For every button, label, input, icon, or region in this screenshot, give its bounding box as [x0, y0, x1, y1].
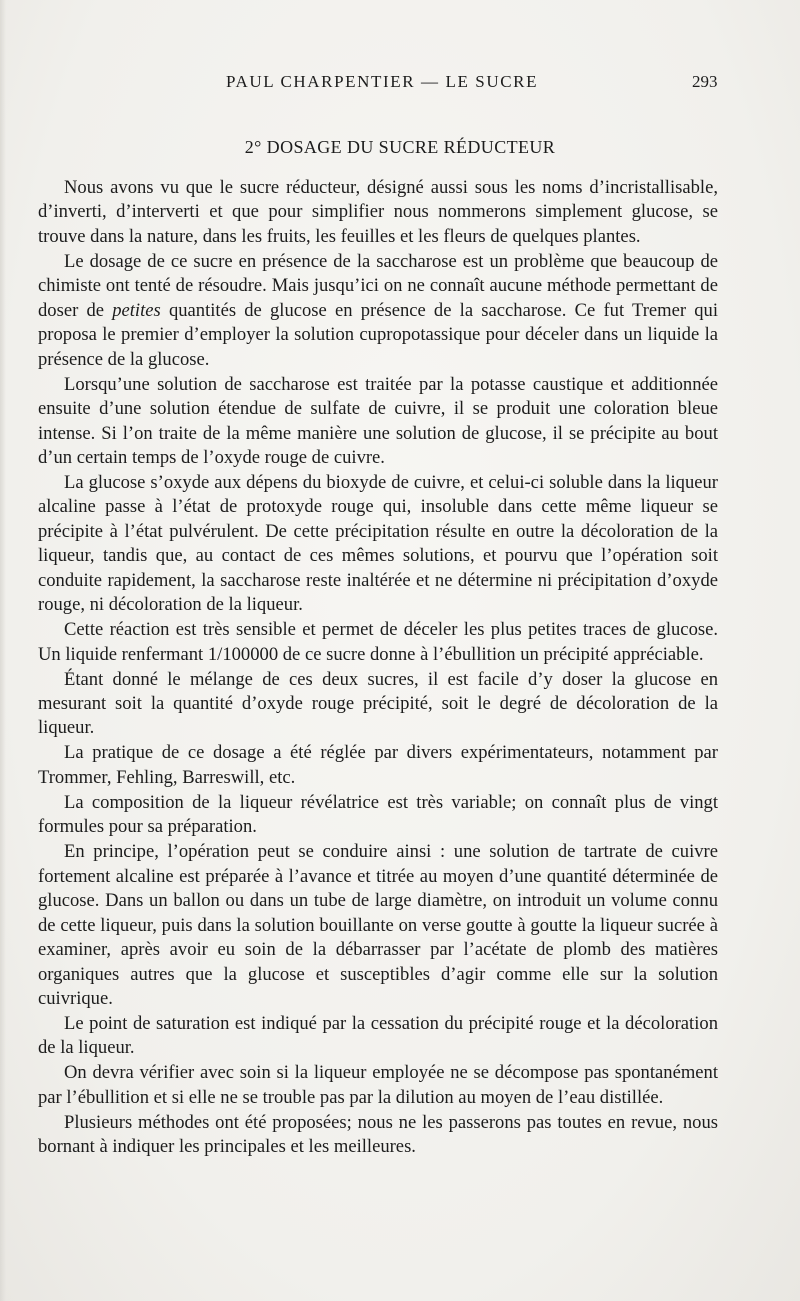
paragraph-text: quantités de glucose en présence de la saccharose. Ce fut Tremer qui proposa le premier d’employer la solution cupropotassique pour déceler dans un liquide la présence de la glucose.	[38, 299, 718, 370]
paragraph: Plusieurs méthodes ont été proposées; nous ne les passerons pas toutes en revue, nous bornant à indiquer les principales et les meilleures.	[38, 1111, 718, 1158]
paragraph	[38, 250, 718, 372]
paragraph: La composition de la liqueur révélatrice est très variable; on connaît plus de vingt formules pour sa préparation.	[38, 791, 718, 838]
body-text	[38, 176, 718, 1160]
page-binding-shadow	[0, 0, 6, 1301]
paragraph: Le point de saturation est indiqué par la cessation du précipité rouge et la décoloration de la liqueur.	[38, 1012, 718, 1059]
emphasis-text: petites	[112, 299, 161, 321]
paragraph: Étant donné le mélange de ces deux sucres, il est facile d’y doser la glucose en mesurant soit la quantité d’oxyde rouge précipité, soit le degré de décoloration de la liqueur.	[38, 668, 718, 739]
page-number: 293	[692, 72, 718, 91]
running-head	[0, 72, 800, 96]
paragraph: La pratique de ce dosage a été réglée par divers expérimentateurs, notamment par Trommer, Fehling, Barreswill, etc.	[38, 742, 718, 788]
paragraph: Cette réaction est très sensible et permet de déceler les plus petites traces de glucose. Un liquide renfermant 1/100000 de ce sucre donne à l’ébullition un précipité appréciable.	[38, 619, 718, 665]
section-title	[0, 137, 800, 158]
paragraph: Nous avons vu que le sucre réducteur, désigné aussi sous les noms d’incristallisable, d’inverti, d’interverti et que pour simplifier nous nommerons simplement glucose, se trouve dans la nature, dans les fruits, les feuilles et les fleurs de quelques plantes.	[38, 177, 718, 247]
paragraph: On devra vérifier avec soin si la liqueur employée ne se décompose pas spontanément par l’ébullition et si elle ne se trouble pas par la dilution au moyen de l’eau distillée.	[38, 1062, 718, 1108]
paragraph: En principe, l’opération peut se conduire ainsi : une solution de tartrate de cuivre fortement alcaline est préparée à l’avance et titrée au moyen d’une quantité déterminée de glucose. Dans un ballon ou dans un tube de large diamètre, on introduit un volume connu de cette liqueur, puis dans la solution bouillante on verse goutte à goutte la liqueur sucrée à examiner, après avoir eu soin de la débarrasser par l’acétate de plomb des matières organiques autres que la glucose et susceptibles d’agir comme elle sur la solution cuivrique.	[38, 841, 718, 1009]
paragraph: Lorsqu’une solution de saccharose est traitée par la potasse caustique et additionnée ensuite d’une solution étendue de sulfate de cuivre, il se produit une coloration bleue intense. Si l’on traite de la même manière une solution de glucose, il se précipite au bout d’un certain temps de l’oxyde rouge de cuivre.	[38, 373, 718, 468]
paragraph: La glucose s’oxyde aux dépens du bioxyde de cuivre, et celui-ci soluble dans la liqueur alcaline passe à l’état de protoxyde rouge qui, insoluble dans cette même liqueur se précipite à l’état pulvérulent. De cette précipitation résulte en outre la décoloration de la liqueur, tandis que, au contact de ces mêmes solutions, et pourvu que l’opération soit conduite rapidement, la saccharose reste inaltérée et ne détermine ni précipitation d’oxyde rouge, ni décoloration de la liqueur.	[38, 471, 718, 616]
paragraph-text: Le dosage de ce sucre en présence de la saccharose est un problème que beaucoup de chimiste ont tenté de résoudre. Mais jusqu’ici on ne connaît aucune méthode permettant de doser de	[38, 250, 718, 321]
section-title-text: 2° DOSAGE DU SUCRE RÉDUCTEUR	[244, 137, 556, 157]
running-title: PAUL CHARPENTIER — LE SUCRE	[226, 72, 539, 91]
